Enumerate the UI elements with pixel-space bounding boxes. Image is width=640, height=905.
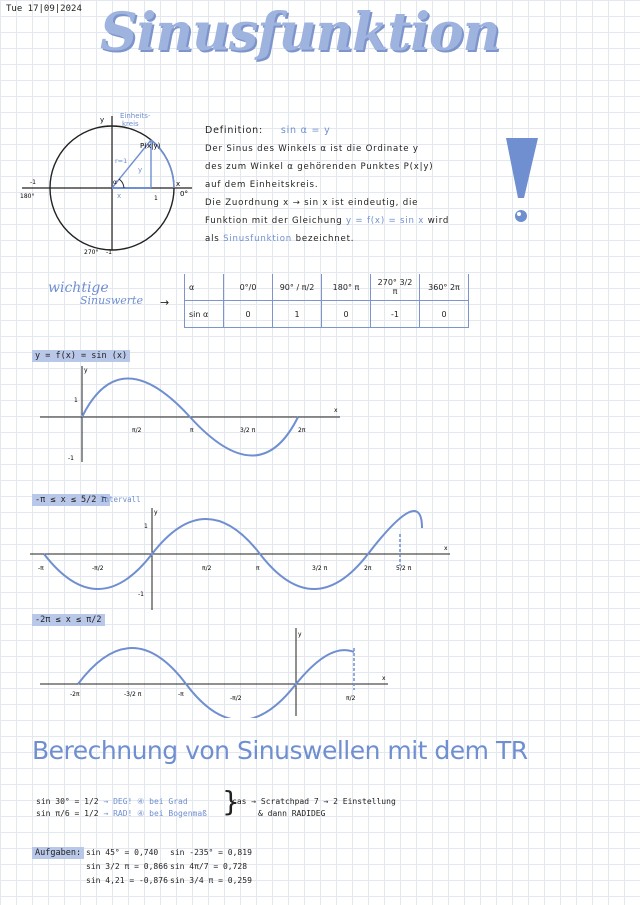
graph1 (40, 362, 360, 472)
definition-line: wird (427, 216, 450, 226)
definition-line: bezeichnet. (295, 234, 355, 244)
graph1-tick: π/2 (132, 427, 142, 434)
table-cell: 360° 2π (420, 274, 469, 301)
x-axis-label: x (176, 180, 181, 188)
graph2-annotation: Intervall (100, 495, 141, 504)
right-val: 1 (154, 195, 158, 202)
graph3-tick: -3/2 π (124, 691, 142, 698)
definition-formula: sin α = y (280, 125, 331, 136)
left-val: -1 (30, 179, 36, 186)
graph1-x-axis: x (334, 407, 338, 414)
radius-label: r=1 (115, 157, 128, 165)
important-values-label (48, 280, 143, 307)
angle-label: α (113, 179, 117, 186)
graph3-x-axis: x (382, 675, 386, 682)
task-item: sin 4,21 = -0,876 (86, 876, 168, 885)
tr-examples (36, 796, 207, 820)
table-row (185, 301, 469, 328)
bottom-deg: 270° (84, 249, 99, 256)
graph2-tick: π/2 (202, 565, 212, 572)
graph1-tick: π (190, 427, 194, 434)
table-cell: 90° / π/2 (273, 274, 322, 301)
tr-example-formula: sin π/6 = 1/2 (36, 809, 99, 818)
graph2-tick: -π (38, 565, 44, 572)
definition-heading: Definition: (205, 125, 264, 136)
graph3-tick: -π/2 (230, 695, 242, 702)
exclamation-icon (504, 136, 540, 228)
point-label: P(x|y) (140, 142, 161, 150)
unit-circle-diagram (20, 108, 200, 258)
graph2-tick: π (256, 565, 260, 572)
graph2-y-axis: y (154, 509, 158, 516)
x-axis-deg: 0° (180, 190, 188, 198)
graph3-tick: -π (178, 691, 184, 698)
brace-icon: } (222, 785, 240, 818)
graph2-tick: 3/2 π (312, 565, 328, 572)
bottom-val: -1 (106, 249, 112, 256)
task-item: sin 3/2 π = 0,866 (86, 862, 168, 871)
graph2-tick: 5/2 π (396, 565, 412, 572)
table-row-label: α (185, 274, 224, 301)
table-cell: -1 (371, 301, 420, 328)
graph1-tick: -1 (68, 455, 74, 462)
definition-line: des zum Winkel α gehörenden Punktes P(x|y) (205, 162, 434, 172)
graph2-tick: -1 (138, 591, 144, 598)
table-cell: 0 (420, 301, 469, 328)
tr-example-note: → DEG! ④ bei Grad (103, 797, 188, 806)
table-row-label: sin α (185, 301, 224, 328)
graph3-tick: π/2 (346, 695, 356, 702)
graph2-label: -π ≤ x ≤ 5/2 π (32, 494, 110, 506)
left-deg: 180° (20, 193, 35, 200)
tr-example-note: → RAD! ④ bei Bogenmaß (103, 809, 207, 818)
circle-label-2: kreis (122, 120, 139, 128)
circle-label: Einheits- (120, 112, 151, 120)
y-axis-label: y (100, 116, 105, 124)
table-cell: 180° π (322, 274, 371, 301)
task-item: sin 4π/7 = 0,728 (170, 862, 248, 871)
tr-instructions (232, 796, 396, 820)
definition-line: auf dem Einheitskreis. (205, 180, 319, 190)
side-y-label: y (138, 166, 143, 174)
graph3 (40, 626, 400, 718)
definition-equation: y = f(x) = sin x (346, 216, 425, 226)
table-cell: 270° 3/2 π (371, 274, 420, 301)
definition-line: Funktion mit der Gleichung (205, 216, 343, 226)
date-label: Tue 17|09|2024 (6, 4, 82, 14)
sine-values-table (184, 274, 469, 328)
definition-line: Der Sinus des Winkels α ist die Ordinate y (205, 144, 419, 154)
graph1-label: y = f(x) = sin (x) (32, 350, 130, 362)
sine-values-word: Sinuswerte (80, 294, 143, 307)
page-title: Sinusfunktion (100, 2, 500, 63)
graph2-tick: 2π (364, 565, 372, 572)
important-word: wichtige (48, 280, 109, 296)
graph1-y-axis: y (84, 367, 88, 374)
definition-line: als (205, 234, 220, 244)
arrow-icon: → (160, 296, 170, 309)
table-cell: 0 (322, 301, 371, 328)
tr-instruction: cas → Scratchpad 7 → 2 Einstellung (232, 797, 396, 806)
tasks-column-1 (86, 846, 168, 888)
table-row (185, 274, 469, 301)
definition-term: Sinusfunktion (223, 234, 293, 244)
tr-section-title: Berechnung von Sinuswellen mit dem TR (32, 736, 528, 765)
table-cell: 0°/0 (224, 274, 273, 301)
side-x-label: x (117, 192, 122, 200)
task-item: sin 3/4 π = 0,259 (170, 876, 252, 885)
graph2 (30, 506, 460, 616)
task-item: sin -235° = 0,819 (170, 848, 252, 857)
tr-instruction: & dann RADIDEG (258, 809, 326, 818)
graph3-label: -2π ≤ x ≤ π/2 (32, 614, 105, 626)
table-cell: 1 (273, 301, 322, 328)
task-item: sin 45° = 0,740 (86, 848, 159, 857)
definition-line: Die Zuordnung x → sin x ist eindeutig, die (205, 198, 419, 208)
graph3-y-axis: y (298, 631, 302, 638)
graph3-tick: -2π (70, 691, 80, 698)
graph2-tick: 1 (144, 523, 148, 530)
graph1-tick: 2π (298, 427, 306, 434)
table-cell: 0 (224, 301, 273, 328)
tasks-column-2 (170, 846, 252, 888)
tasks-label: Aufgaben: (32, 847, 84, 859)
definition-block (205, 122, 505, 248)
graph2-x-axis: x (444, 545, 448, 552)
graph1-tick: 3/2 π (240, 427, 256, 434)
graph2-tick: -π/2 (92, 565, 104, 572)
tr-example-formula: sin 30° = 1/2 (36, 797, 99, 806)
graph1-tick: 1 (74, 397, 78, 404)
